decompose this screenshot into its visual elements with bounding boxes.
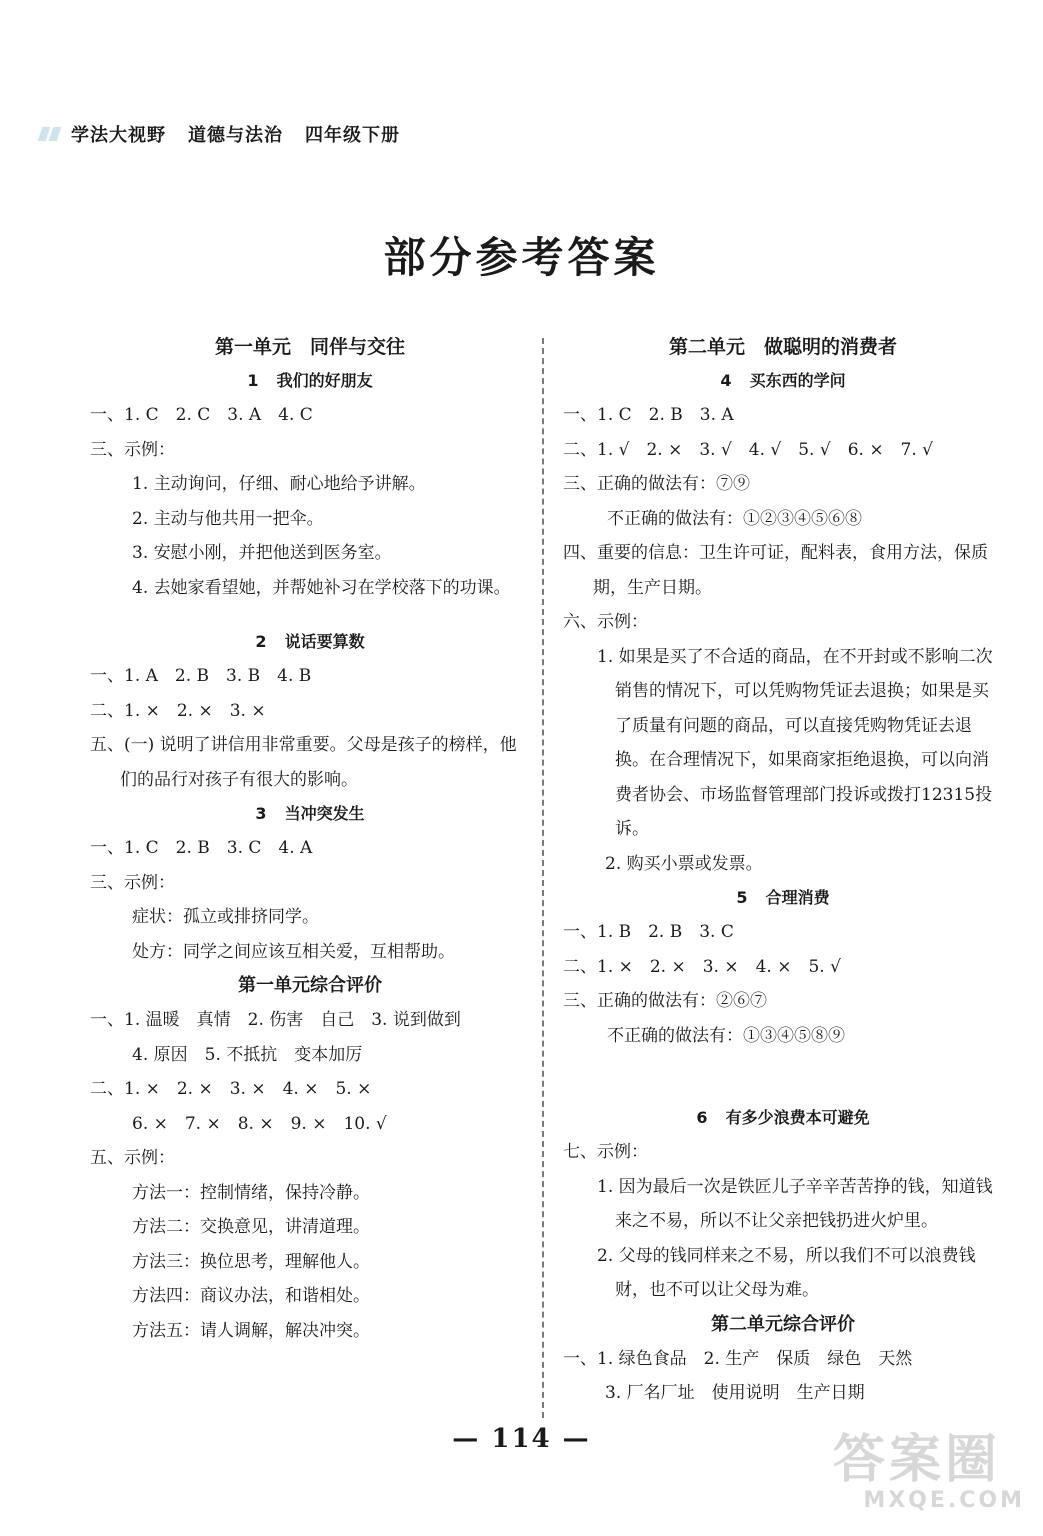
lesson-3-title: 3 当冲突发生	[255, 804, 365, 823]
watermark-text: 答案圈	[833, 1430, 1002, 1490]
answer-line: 二、1. × 2. × 3. ×	[90, 700, 266, 721]
answer-line: 症状：孤立或排挤同学。	[132, 907, 319, 927]
answer-line: 二、1. × 2. × 3. × 4. × 5. √	[563, 956, 841, 977]
answer-paragraph: 2. 父母的钱同样来之不易，所以我们不可以浪费钱财，也不可以让父母为难。	[597, 1245, 976, 1300]
answer-line: 二、1. × 2. × 3. × 4. × 5. ×	[90, 1079, 372, 1099]
page-title: 部分参考答案	[383, 233, 660, 282]
book-name: 学法大视野	[71, 125, 166, 146]
left-column	[90, 330, 530, 1348]
answer-line: 三、示例：	[90, 872, 175, 893]
answer-line: 一、1. C 2. B 3. A	[563, 405, 734, 425]
unit-1-eval-title: 第一单元综合评价	[238, 975, 382, 996]
answer-paragraph: 五、(一) 说明了讲信用非常重要。父母是孩子的榜样，他们的品行对孩子有很大的影响。	[90, 735, 517, 790]
header-title	[71, 121, 400, 147]
answer-line: 一、1. A 2. B 3. B 4. B	[90, 666, 312, 686]
answer-line: 不正确的做法有：①③④⑤⑧⑨	[607, 1025, 845, 1046]
lesson-2-title: 2 说话要算数	[255, 632, 365, 651]
answer-line: 3. 安慰小刚，并把他送到医务室。	[132, 543, 392, 563]
answer-line: 一、1. B 2. B 3. C	[563, 922, 734, 942]
answer-line: 七、示例：	[563, 1142, 648, 1162]
answer-line: 二、1. √ 2. × 3. √ 4. √ 5. √ 6. × 7. √	[563, 439, 934, 460]
unit-1-title: 第一单元 同伴与交往	[214, 336, 405, 358]
subject-name: 道德与法治	[188, 125, 283, 146]
answer-line: 一、1. 绿色食品 2. 生产 保质 绿色 天然	[563, 1348, 913, 1369]
answer-line: 一、1. 温暖 真情 2. 伤害 自己 3. 说到做到	[90, 1010, 461, 1030]
answer-line: 2. 主动与他共用一把伞。	[132, 508, 324, 529]
lesson-5-title: 5 合理消费	[736, 888, 830, 907]
answer-line: 方法二：交换意见，讲清道理。	[132, 1217, 370, 1237]
answer-line: 方法五：请人调解，解决冲突。	[132, 1320, 370, 1341]
answer-paragraph: 1. 因为最后一次是铁匠儿子辛辛苦苦挣的钱，知道钱来之不易，所以不让父亲把钱扔进火炉里。	[597, 1176, 993, 1231]
answer-line: 三、正确的做法有：⑦⑨	[563, 474, 750, 494]
header-decoration	[40, 127, 59, 141]
answer-line: 不正确的做法有：①②③④⑤⑥⑧	[607, 508, 862, 529]
answer-line: 五、示例：	[90, 1148, 175, 1168]
lesson-6-title: 6 有多少浪费本可避免	[696, 1108, 870, 1127]
column-divider	[542, 338, 544, 1418]
answer-line: 4. 原因 5. 不抵抗 变本加厉	[132, 1044, 363, 1065]
answer-paragraph: 1. 如果是买了不合适的商品，在不开封或不影响二次销售的情况下，可以凭购物凭证去退换；如果是买了质量有问题的商品，可以直接凭购物凭证去退换。在合理情况下，如果商家拒绝退换，可以向消费者协会、市场监督管理部门投诉或拨打12315投诉。	[597, 646, 993, 839]
answer-line: 三、正确的做法有：②⑥⑦	[563, 991, 767, 1011]
answer-line: 4. 去她家看望她，并帮她补习在学校落下的功课。	[132, 577, 511, 598]
running-header	[40, 120, 400, 148]
answer-line: 2. 购买小票或发票。	[605, 853, 763, 874]
page-number: — 114 —	[452, 1424, 591, 1454]
answer-line: 1. 主动询问，仔细、耐心地给予讲解。	[132, 474, 426, 494]
right-column	[563, 330, 1003, 1411]
watermark-url: MXQE.COM	[863, 1488, 1025, 1513]
answer-line: 6. × 7. × 8. × 9. × 10. √	[132, 1113, 387, 1134]
answer-line: 方法一：控制情绪，保持冷静。	[132, 1182, 370, 1203]
answer-line: 一、1. C 2. C 3. A 4. C	[90, 405, 313, 425]
answer-line: 处方：同学之间应该互相关爱，互相帮助。	[132, 941, 455, 962]
answer-line: 3. 厂名厂址 使用说明 生产日期	[605, 1383, 865, 1403]
unit-2-eval-title: 第二单元综合评价	[711, 1313, 855, 1335]
grade-name: 四年级下册	[305, 125, 400, 146]
answer-line: 一、1. C 2. B 3. C 4. A	[90, 838, 313, 858]
lesson-1-title: 1 我们的好朋友	[247, 371, 373, 390]
answer-paragraph: 四、重要的信息：卫生许可证，配料表，食用方法，保质期，生产日期。	[563, 543, 988, 598]
unit-2-title: 第二单元 做聪明的消费者	[668, 336, 897, 358]
answer-line: 三、示例：	[90, 439, 175, 460]
answer-line: 方法四：商议办法，和谐相处。	[132, 1286, 370, 1306]
lesson-4-title: 4 买东西的学问	[720, 371, 846, 390]
watermark-logo	[833, 1432, 1029, 1524]
answer-line: 方法三：换位思考，理解他人。	[132, 1251, 370, 1272]
answer-line: 六、示例：	[563, 612, 648, 632]
